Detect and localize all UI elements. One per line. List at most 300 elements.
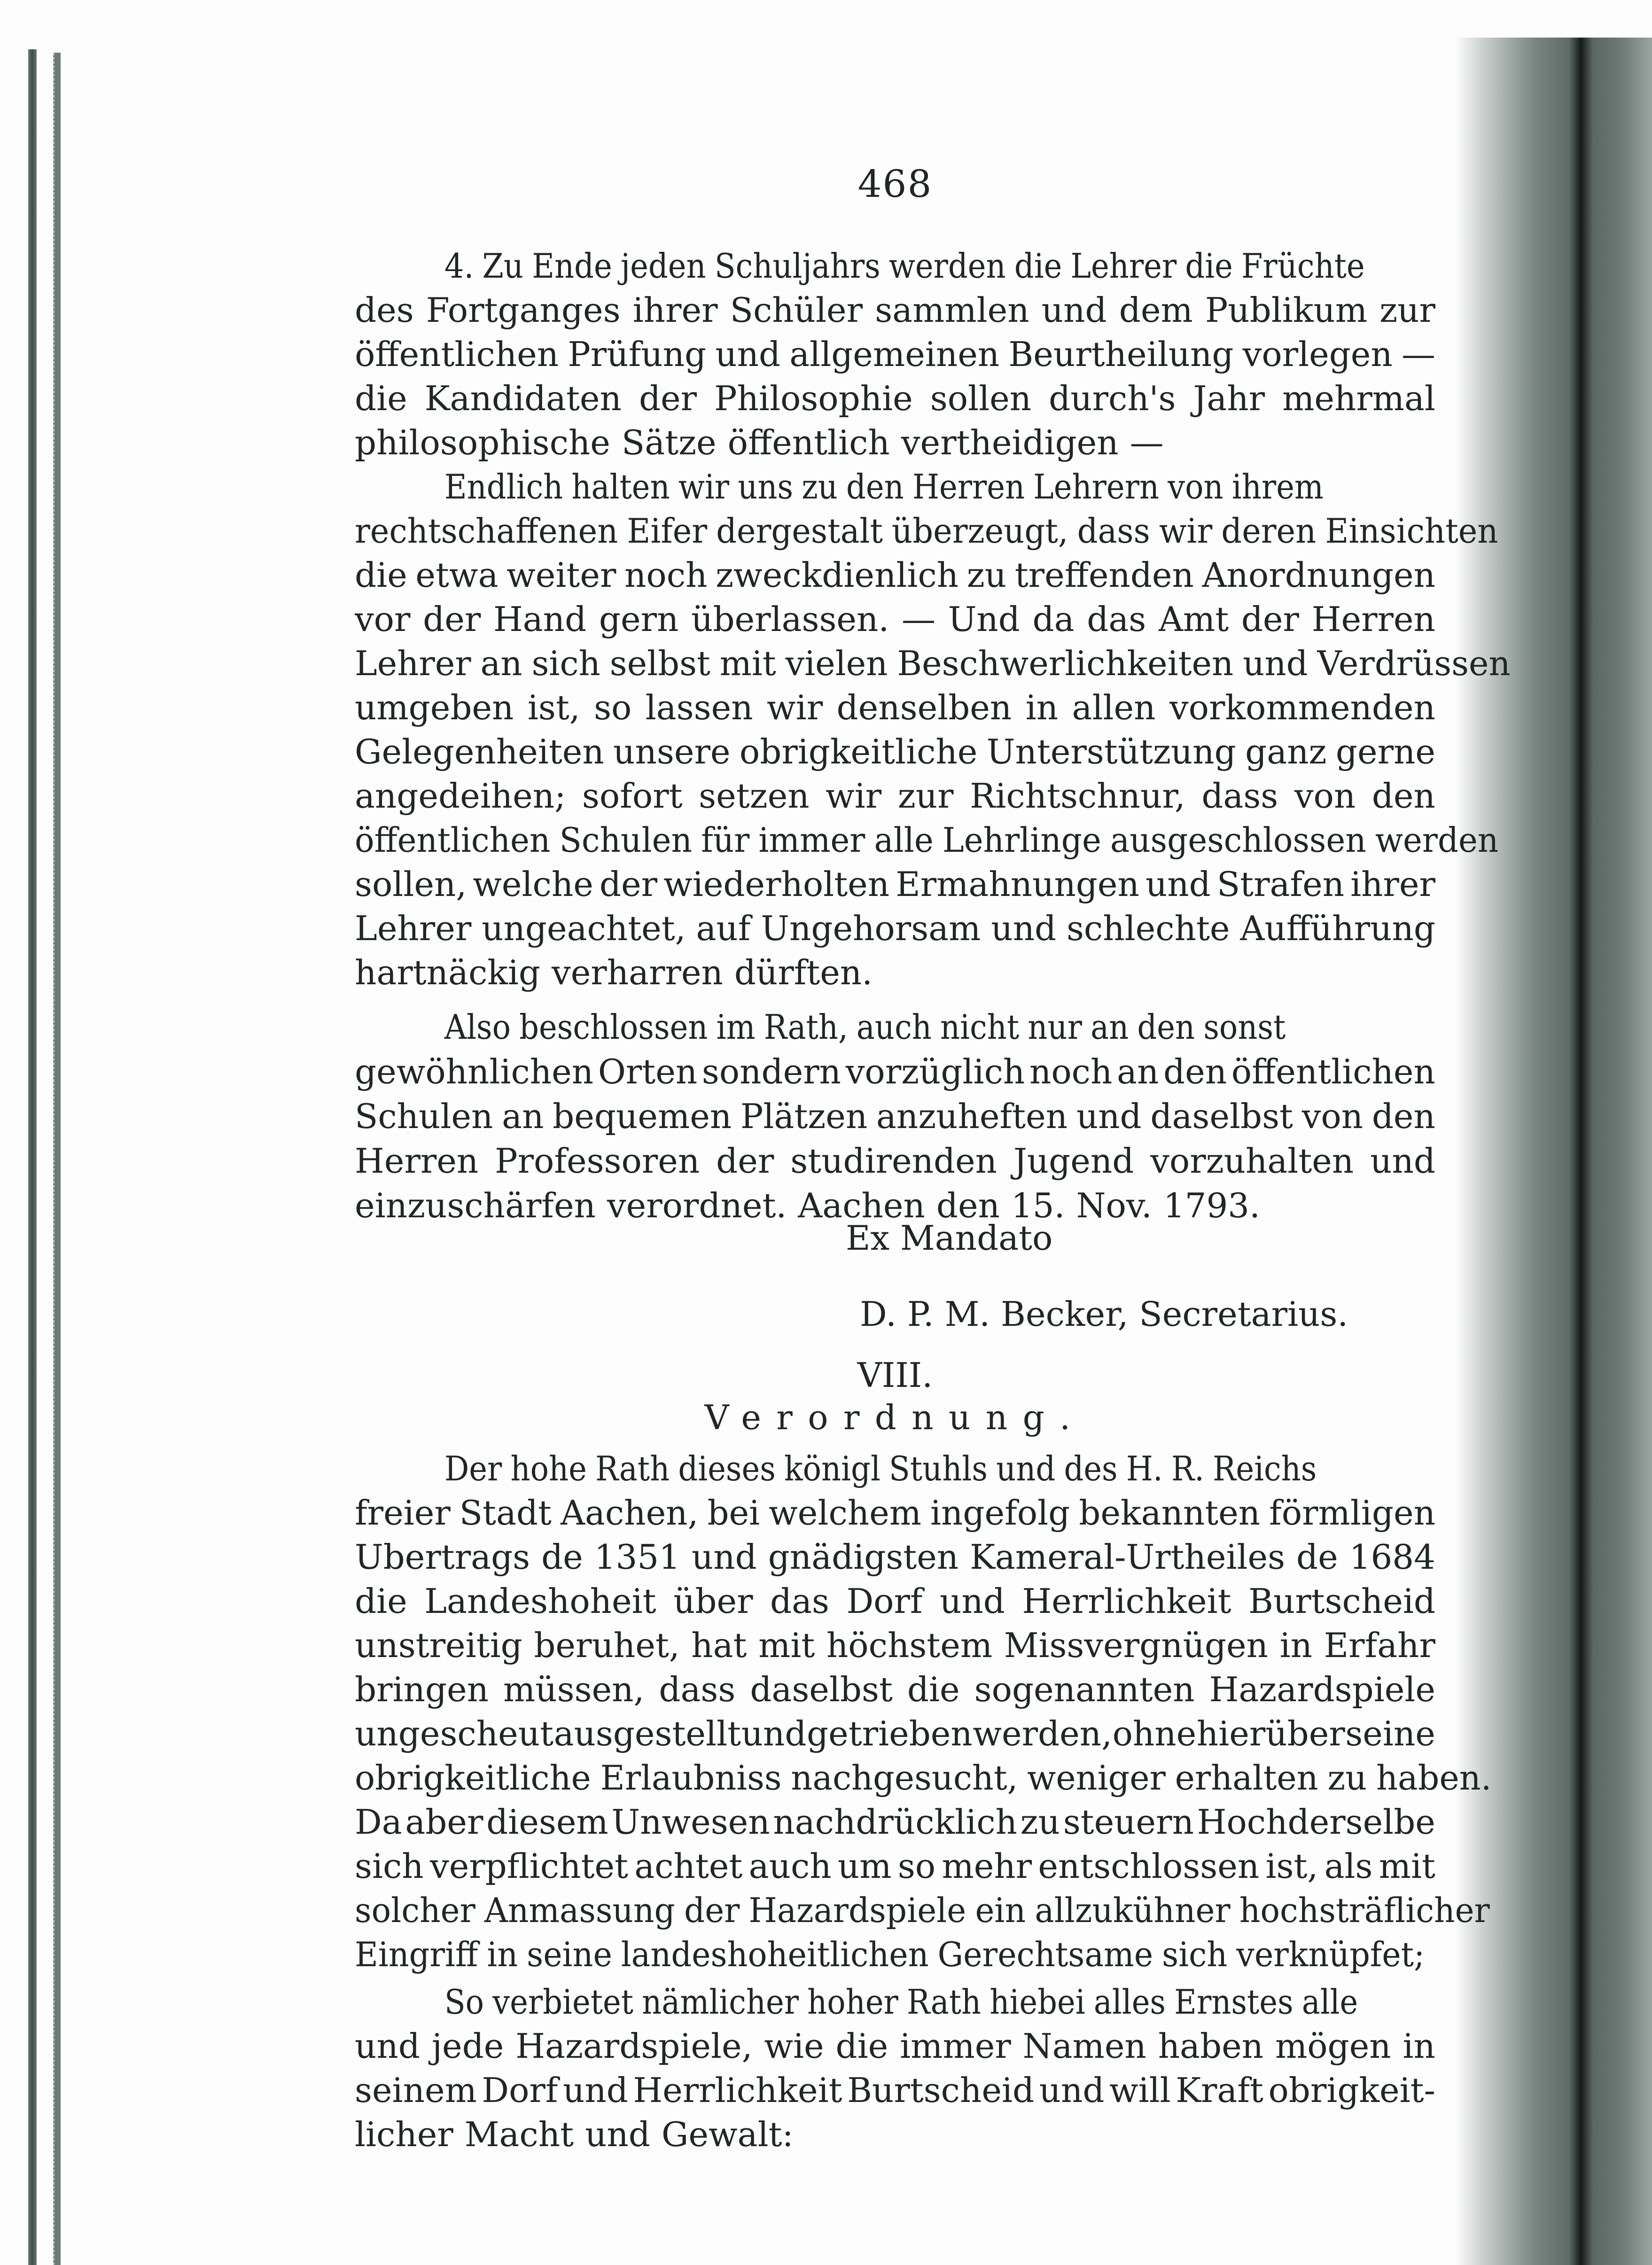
word: zur — [1379, 290, 1435, 330]
text-line — [355, 732, 1435, 771]
word: überzeugt, — [892, 511, 1068, 551]
word: die — [355, 1581, 407, 1621]
text-line — [355, 2026, 1435, 2066]
word: für — [701, 820, 750, 860]
word: Rath — [595, 1449, 670, 1488]
word: des — [1064, 1449, 1118, 1488]
word: 15. — [1011, 1186, 1065, 1225]
word: Unwesen — [611, 1802, 770, 1842]
word: Kameral-Urtheiles — [970, 1537, 1286, 1577]
word: mögen — [1275, 2026, 1391, 2066]
text-line — [355, 1186, 1435, 1225]
text-line — [355, 246, 1365, 286]
word: Ernstes — [1174, 1982, 1294, 2022]
word: 1793. — [1163, 1186, 1260, 1225]
word: und — [691, 1537, 757, 1577]
word: den — [1137, 1007, 1195, 1047]
word: ist, — [1265, 1846, 1318, 1886]
word: werden — [888, 246, 1006, 286]
word: Burtscheid — [847, 2070, 1035, 2110]
word: die — [355, 555, 407, 595]
text-line — [355, 953, 1435, 992]
word: hat — [691, 1626, 747, 1665]
word: allen — [1072, 688, 1156, 727]
word: aber — [405, 1802, 483, 1842]
word: Herren — [912, 467, 1025, 506]
word: verharren — [552, 953, 723, 992]
word: Herren — [355, 1141, 479, 1181]
word: wir — [1159, 511, 1213, 551]
binding-edge-outer — [28, 49, 37, 2265]
word: 1351 — [594, 1537, 680, 1577]
word: Orten — [598, 1052, 698, 1091]
word: wie — [764, 2026, 824, 2066]
word: diesem — [486, 1802, 608, 1842]
word: und — [355, 2026, 420, 2066]
word: R. — [1171, 1449, 1204, 1488]
word: Da — [355, 1802, 402, 1842]
word: anzuheften — [876, 1097, 1068, 1136]
word: Zu — [482, 246, 524, 286]
word: Lehrern — [1033, 467, 1160, 506]
section-title: Verordnung. — [704, 1398, 1086, 1437]
word: wiederholten — [663, 864, 890, 904]
word: Aachen — [798, 1186, 925, 1225]
word: hoher — [807, 1982, 898, 2022]
word: Sätze — [621, 423, 717, 462]
word: vorlegen — [1242, 335, 1393, 374]
word: Hazardspiele, — [515, 2026, 753, 2066]
word: jeden — [620, 246, 706, 286]
word: auch — [748, 1846, 832, 1886]
word: sonst — [1203, 1007, 1286, 1047]
word: Dorf — [846, 1581, 923, 1621]
word: immer — [900, 2026, 1011, 2066]
word: gnädigsten — [768, 1537, 959, 1577]
word: Lehrlinge — [942, 820, 1101, 860]
text-line — [355, 644, 1511, 683]
word: Schüler — [730, 290, 863, 330]
word: die — [835, 2026, 888, 2066]
word: — — [1401, 335, 1435, 374]
text-line — [355, 599, 1435, 639]
word: werden, — [973, 1714, 1112, 1753]
word: de — [1296, 1537, 1338, 1577]
word: nachdrücklich — [773, 1802, 1017, 1842]
word: der — [684, 1891, 740, 1930]
word: 1684 — [1349, 1537, 1435, 1577]
word: Endlich — [444, 467, 563, 506]
word: dergestalt — [716, 511, 883, 551]
word: von — [1168, 467, 1223, 506]
word: der — [423, 599, 481, 639]
text-line — [355, 1670, 1435, 1709]
word: mehr — [942, 1846, 1032, 1886]
word: so — [897, 1846, 936, 1886]
word: einzuschärfen — [355, 1186, 596, 1225]
word: alles — [1093, 1982, 1166, 2022]
word: und — [715, 335, 781, 374]
word: öffentlichen — [1231, 1052, 1435, 1091]
word: verordnet. — [607, 1186, 787, 1225]
word: — — [1130, 423, 1164, 462]
word: Herrlichkeit — [1022, 1581, 1231, 1621]
word: Der — [444, 1449, 502, 1488]
word: seine — [1345, 1714, 1435, 1753]
text-line — [355, 290, 1435, 330]
word: getrieben — [807, 1714, 973, 1753]
word: Ubertrags — [355, 1537, 530, 1577]
word: Lehrer — [1070, 246, 1177, 286]
word: Eingriff — [355, 1935, 478, 1974]
word: H. — [1126, 1449, 1163, 1488]
word: umgeben — [355, 688, 514, 727]
word: welche — [473, 864, 593, 904]
word: unsere — [613, 732, 731, 771]
text-line — [355, 1758, 1492, 1798]
word: allgemeinen — [789, 335, 1000, 374]
word: dem — [1119, 290, 1193, 330]
word: ihrer — [632, 290, 718, 330]
word: sofort — [582, 776, 683, 816]
text-line — [355, 379, 1435, 418]
word: bekannten — [1079, 1493, 1261, 1533]
word: daselbst — [1150, 1097, 1293, 1136]
word: die — [907, 1670, 960, 1709]
word: seine — [527, 1935, 612, 1974]
word: Namen — [1022, 2026, 1146, 2066]
word: und — [585, 2115, 650, 2154]
word: 4. — [444, 246, 474, 286]
word: Also — [444, 1007, 511, 1047]
word: ihrem — [1231, 467, 1324, 506]
word: Nov. — [1076, 1186, 1152, 1225]
word: und — [1145, 864, 1211, 904]
word: ausgestellt — [553, 1714, 741, 1753]
word: mit — [719, 644, 776, 683]
word: höchstem — [826, 1626, 993, 1665]
signature-secretary: D. P. M. Becker, Secretarius. — [860, 1294, 1348, 1334]
word: die — [355, 379, 407, 418]
word: Und — [948, 599, 1020, 639]
word: das — [1087, 599, 1146, 639]
word: sammlen — [875, 290, 1029, 330]
text-line — [355, 467, 1337, 506]
word: Rath, — [764, 1007, 848, 1047]
text-line — [355, 1714, 1435, 1753]
word: verpflichtet — [429, 1846, 628, 1886]
word: uns — [738, 467, 794, 506]
word: Herrlichkeit — [633, 2070, 842, 2110]
word: über — [673, 1581, 753, 1621]
word: öffentlich — [727, 423, 890, 462]
word: der — [599, 864, 658, 904]
word: rechtschaffenen — [355, 511, 618, 551]
word: Ungehorsam — [761, 909, 981, 948]
word: und — [1039, 2070, 1105, 2110]
word: sollen, — [355, 864, 467, 904]
word: der — [716, 1141, 774, 1181]
text-line — [355, 688, 1435, 727]
word: und — [1076, 1097, 1142, 1136]
word: dass — [1077, 511, 1150, 551]
text-line — [355, 1449, 1337, 1488]
text-line — [355, 1581, 1435, 1621]
word: gerne — [1335, 732, 1435, 771]
word: überlassen. — [691, 599, 889, 639]
word: landeshoheitlichen — [621, 1935, 929, 1974]
word: Prüfung — [568, 335, 707, 374]
word: haben — [1158, 2026, 1264, 2066]
word: in — [1279, 1626, 1313, 1665]
word: philosophische — [355, 423, 610, 462]
word: steuern — [1063, 1802, 1194, 1842]
word: nachgesucht, — [791, 1758, 1018, 1798]
text-line — [355, 1891, 1490, 1930]
text-line — [355, 511, 1498, 551]
word: entschlossen — [1038, 1846, 1260, 1886]
word: wir — [826, 776, 882, 816]
word: sollen — [930, 379, 1032, 418]
page-number: 468 — [857, 162, 933, 206]
word: werden — [1375, 820, 1499, 860]
word: ein — [975, 1891, 1026, 1930]
word: Anmassung — [484, 1891, 675, 1930]
word: Strafen — [1216, 864, 1345, 904]
word: schlechte — [1066, 909, 1230, 948]
word: in — [1025, 688, 1059, 727]
word: bequemen — [553, 1097, 732, 1136]
word: durch's — [1049, 379, 1176, 418]
word: Jahr — [1193, 379, 1265, 418]
text-line — [355, 1846, 1435, 1886]
word: sich — [355, 1846, 424, 1886]
word: zweckdienlich — [716, 555, 959, 595]
word: öffentlichen — [355, 820, 551, 860]
gutter-shadow — [1455, 38, 1652, 2265]
text-line — [355, 1537, 1435, 1577]
word: Professoren — [495, 1141, 700, 1181]
word: ist, — [527, 688, 580, 727]
word: königl — [784, 1449, 881, 1488]
text-line — [355, 909, 1435, 948]
word: licher — [355, 2115, 453, 2154]
word: alle — [1301, 1982, 1358, 2022]
text-line — [355, 555, 1435, 595]
word: Erfahr — [1324, 1626, 1435, 1665]
word: vorzuhalten — [1150, 1141, 1354, 1181]
word: um — [837, 1846, 892, 1886]
word: zu — [802, 467, 838, 506]
word: und — [563, 2070, 628, 2110]
word: gern — [599, 599, 679, 639]
word: ungescheut — [355, 1714, 553, 1753]
word: Plätzen — [740, 1097, 868, 1136]
word: dass — [1201, 776, 1278, 816]
word: setzen — [699, 776, 810, 816]
word: der — [639, 379, 697, 418]
word: Hazardspiele — [748, 1891, 966, 1930]
word: zu — [966, 555, 1007, 595]
word: Burtscheid — [1248, 1581, 1435, 1621]
word: den — [936, 1186, 1000, 1225]
word: Kraft — [1176, 2070, 1263, 2110]
word: Aachen, — [560, 1493, 699, 1533]
word: will — [1109, 2070, 1171, 2110]
word: So — [444, 1982, 484, 2022]
text-line — [355, 2115, 1435, 2154]
text-line — [355, 1493, 1435, 1533]
word: öffentlichen — [355, 335, 559, 374]
word: von — [1301, 1097, 1364, 1136]
text-line — [355, 1097, 1435, 1136]
word: und — [741, 1714, 807, 1753]
text-line — [355, 776, 1435, 816]
binding-edge-inner — [53, 53, 61, 2265]
word: studirenden — [790, 1141, 997, 1181]
word: nämlicher — [642, 1982, 799, 2022]
word: und — [996, 1449, 1056, 1488]
text-line — [355, 335, 1435, 374]
word: wir — [678, 467, 730, 506]
word: Gerechtsame — [937, 1935, 1153, 1974]
word: denselben — [836, 688, 1012, 727]
word: da — [1032, 599, 1075, 639]
word: seinem — [355, 2070, 477, 2110]
word: Aufführung — [1240, 909, 1435, 948]
word: müssen, — [503, 1670, 645, 1709]
word: de — [541, 1537, 583, 1577]
word: Herren — [1311, 599, 1435, 639]
word: ganz — [1245, 732, 1327, 771]
word: Fortganges — [426, 290, 621, 330]
word: Publikum — [1205, 290, 1368, 330]
word: hierüber — [1196, 1714, 1345, 1753]
word: Philosophie — [714, 379, 913, 418]
word: unstreitig — [355, 1626, 522, 1665]
word: Hochderselbe — [1197, 1802, 1435, 1842]
text-line — [355, 864, 1435, 904]
word: Ermahnungen — [896, 864, 1139, 904]
word: Dorf — [482, 2070, 558, 2110]
word: Früchte — [1241, 246, 1365, 286]
word: alle — [874, 820, 934, 860]
word: ungeachtet, — [482, 909, 686, 948]
word: von — [1294, 776, 1356, 816]
word: lassen — [645, 688, 753, 727]
word: bringen — [355, 1670, 489, 1709]
word: weiter — [507, 555, 616, 595]
word: vorzüglich — [845, 1052, 1025, 1091]
word: Eifer — [627, 511, 708, 551]
word: in — [487, 1935, 518, 1974]
word: Hazardspiele — [1209, 1670, 1435, 1709]
word: wir — [767, 688, 823, 727]
word: mit — [1379, 1846, 1435, 1886]
word: sondern — [701, 1052, 842, 1091]
word: den — [1371, 776, 1435, 816]
word: an — [502, 1097, 544, 1136]
word: den — [846, 467, 904, 506]
word: zu — [1020, 1802, 1060, 1842]
word: des — [355, 290, 414, 330]
word: gewöhnlichen — [355, 1052, 594, 1091]
word: jede — [431, 2026, 504, 2066]
word: Lehrer — [355, 644, 471, 683]
word: sich — [531, 644, 600, 683]
word: solcher — [355, 1891, 475, 1930]
word: Schulen — [355, 1097, 493, 1136]
word: ingefolg — [930, 1493, 1070, 1533]
word: dürften. — [734, 953, 873, 992]
word: treffenden — [1014, 555, 1194, 595]
word: auch — [856, 1007, 932, 1047]
word: und — [1243, 644, 1308, 683]
word: vielen — [785, 644, 888, 683]
word: im — [716, 1007, 756, 1047]
word: obrigkeit- — [1268, 2070, 1435, 2110]
signature-ex-mandato: Ex Mandato — [846, 1218, 1053, 1258]
word: verknüpfet; — [1236, 1935, 1425, 1974]
word: Beurtheilung — [1008, 335, 1234, 374]
word: achtet — [634, 1846, 743, 1886]
text-line — [355, 1141, 1435, 1181]
word: freier — [355, 1493, 451, 1533]
word: die — [1014, 246, 1062, 286]
word: an — [1091, 1007, 1129, 1047]
word: welchem — [769, 1493, 922, 1533]
word: Verdrüssen — [1317, 644, 1511, 683]
word: das — [770, 1581, 829, 1621]
word: Unterstützung — [986, 732, 1236, 771]
word: selbst — [609, 644, 710, 683]
word: hartnäckig — [355, 953, 541, 992]
word: halten — [571, 467, 670, 506]
word: auf — [696, 909, 751, 948]
word: Beschwerlichkeiten — [897, 644, 1234, 683]
word: dass — [659, 1670, 736, 1709]
word: vertheidigen — [901, 423, 1119, 462]
word: haben. — [1376, 1758, 1492, 1798]
word: den — [1163, 1052, 1227, 1091]
word: Lehrer — [355, 909, 472, 948]
word: obrigkeitliche — [355, 1758, 591, 1798]
word: hochsträflicher — [1239, 1891, 1490, 1930]
word: — — [902, 599, 935, 639]
word: dieses — [678, 1449, 776, 1488]
word: mehrmal — [1282, 379, 1435, 418]
text-line — [355, 2070, 1435, 2110]
text-line — [355, 1626, 1435, 1665]
word: mit — [758, 1626, 815, 1665]
word: sogenannten — [974, 1670, 1195, 1709]
word: etwa — [415, 555, 499, 595]
word: Rath — [907, 1982, 982, 2022]
word: hiebei — [990, 1982, 1085, 2022]
word: Gelegenheiten — [355, 732, 604, 771]
word: beruhet, — [534, 1626, 680, 1665]
word: sich — [1162, 1935, 1228, 1974]
word: Stuhls — [889, 1449, 988, 1488]
word: zur — [897, 776, 954, 816]
word: an — [480, 644, 522, 683]
word: den — [1371, 1097, 1435, 1136]
word: Einsichten — [1325, 511, 1498, 551]
text-line — [355, 1007, 1337, 1047]
word: Missvergnügen — [1004, 1626, 1268, 1665]
word: Erlaubniss — [600, 1758, 782, 1798]
word: so — [594, 688, 632, 727]
